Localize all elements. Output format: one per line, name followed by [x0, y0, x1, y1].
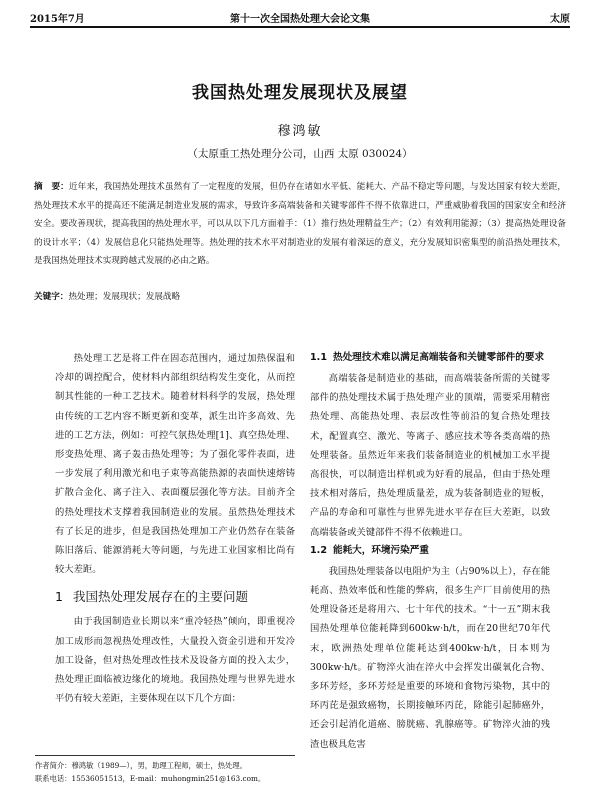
author-affiliation: （太原重工热处理分公司，山西 太原 030024） [187, 148, 413, 160]
keywords-text: 热处理；发展现状；发展战略 [68, 292, 181, 302]
header-date: 2015年7月 [30, 14, 85, 25]
section-number: 1 [55, 589, 63, 605]
header-proceedings-title: 第十一次全国热处理大会论文集 [230, 14, 370, 25]
keywords-label: 关键字： [34, 292, 69, 302]
author-name: 穆鸿敏 [277, 124, 323, 139]
right-column [310, 349, 550, 754]
section-title: 我国热处理发展存在的主要问题 [72, 589, 248, 605]
footnote-author-bio: 作者简介：穆鸿敏（1989—），男，助理工程师，硕士，热处理。 [35, 761, 247, 770]
intro-paragraph: 热处理工艺是将工件在固态范围内，通过加热保温和冷却的调控配合，使材料内部组织结构发生变化，从而控制其性能的一种工艺技术。随着材料科学的发展，热处理由传统的工艺内容不断更新和变革，派生出许多高效、先进的工艺方法，例如：可控气氛热处理[1]、真空热处理、形变热处理、离子轰击热处理等；为了强化零件表面，进一步发展了利用激光和电子束等高能热源的表面快速熔铸扩散合金化、离子注入、表面覆层强化等方法。目前齐全的热处理技术支撑着我国制造业的发展。虽然热处理技术有了长足的进步，但是我国热处理加工产业仍然存在装备陈旧落后、能源消耗大等问题，与先进工业国家相比尚有较大差距。 [55, 353, 295, 576]
abstract-label: 摘 要： [34, 182, 69, 192]
subsection-heading [310, 542, 550, 560]
paper-title: 我国热处理发展现状及展望 [192, 83, 408, 103]
footnote-contact: 联系电话：15536051513，E-mail：muhongmin251@163.com。 [35, 774, 266, 783]
subsection-number: 1.1 [310, 352, 327, 363]
abstract-text: 近年来，我国热处理技术虽然有了一定程度的发展，但仍存在诸如水平低、能耗大、产品不稳定等问题，与发达国家有较大差距，热处理技术水平的提高还不能满足制造业发展的需求，导致许多高端装备和关键零部件不得不依靠进口，严重威胁着我国的国家安全和经济安全。要改善现状，提高我国的热处理水平，可以从以下几方面着手：（1）推行热处理精益生产；（2）有效利用能源；（3）提高热处理设备的设计水平；（4）发展信息化只能热处理等。热处理的技术水平对制造业的发展有着深远的意义，充分发展知识密集型的前沿热处理技术，是我国热处理技术实现跨越式发展的必由之路。 [34, 182, 566, 266]
left-column [55, 349, 295, 708]
section-heading [55, 587, 295, 607]
header-location: 太原 [550, 14, 570, 25]
subsection-number: 1.2 [310, 544, 327, 556]
body-paragraph: 由于我国制造业长期以来“重冷轻热”倾向，即重视冷加工成形而忽视热处理改性，大量投入资金引进和开发冷加工设备，但对热处理改性技术及设备方面的投入太少，热处理正面临被边缘化的境地。我国热处理与世界先进水平仍有较大差距，主要体现在以下几个方面： [55, 616, 295, 705]
running-header [30, 8, 570, 28]
body-paragraph: 高端装备是制造业的基础，而高端装备所需的关键零部件的热处理技术属于热处理产业的顶端，需要采用精密热处理、高能热处理、表层改性等前沿的复合热处理技术，配置真空、激光、等离子、感应技术等各类高端的热处理装备。虽然近年来我们装备制造业的机械加工水平提高很快，可以制造出样机或为好看的展品，但由于热处理技术相对落后，热处理质量差，成为装备制造业的短板，产品的寿命和可靠性与世界先进水平存在巨大差距，以致高端装备或关键部件不得不依赖进口。 [310, 373, 550, 538]
subsection-title: 能耗大，环境污染严重 [333, 544, 429, 556]
subsection-title: 热处理技术难以满足高端装备和关键零部件的要求 [333, 352, 545, 363]
subsection-heading [310, 349, 550, 367]
keywords [34, 288, 566, 306]
body-paragraph: 我国热处理装备以电阻炉为主（占90%以上），存在能耗高、热效率低和性能的弊病，很多生产厂目前使用的热处理设备还是将用六、七十年代的技术。“十一五”期末我国热处理单位能耗降到600kw·h/t，而在20世纪70年代末，欧洲热处理单位能耗达到400kw·h/t，日本则为300kw·h/t。矿物淬火油在淬火中会挥发出碳氧化合物、多环芳烃，多环芳烃是重要的环境和食物污染物，其中的环丙芘是强致癌物，长期接触环丙芘，除能引起肺癌外，还会引起消化道癌、膀胱癌、乳腺癌等。矿物淬火油的残渣也极具危害 [310, 565, 550, 750]
author-footnote [35, 755, 295, 785]
abstract [34, 178, 566, 271]
